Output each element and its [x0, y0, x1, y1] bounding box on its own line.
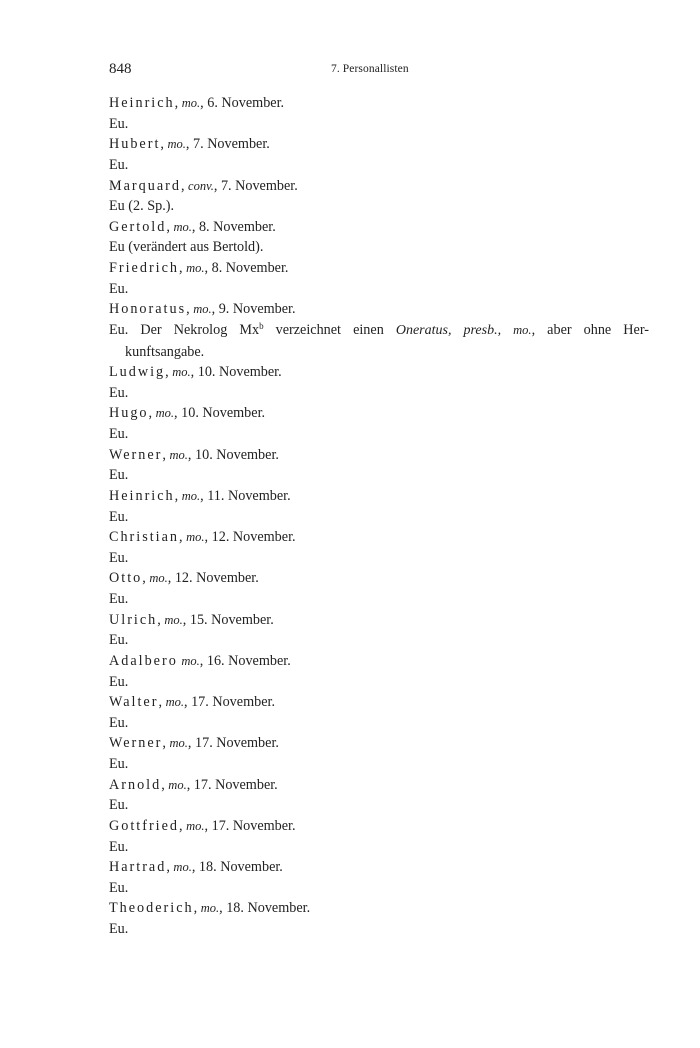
entry-date: 17. November. [191, 694, 275, 711]
entry-date: 6. November. [207, 95, 285, 111]
entry-date: 18. November. [226, 900, 311, 917]
entry-name: Christian [109, 529, 180, 546]
note-space [501, 322, 513, 338]
entry-heading: Heinrich, mo., 6. November. [109, 95, 285, 111]
entry-heading: Ludwig, mo., 10. November. [109, 364, 282, 381]
entry-status: mo. [155, 406, 175, 421]
entry-status: conv. [188, 178, 214, 193]
entry-list [109, 93, 649, 940]
entry-name: Hugo [109, 405, 149, 422]
entry-name: Gertold [109, 218, 167, 235]
page-number: 848 [109, 61, 132, 77]
entry-name: Theoderich [109, 900, 194, 917]
entry-status: mo. [193, 302, 212, 317]
entry-name: Marquard [109, 177, 181, 194]
entry-heading: Werner, mo., 10. November. [109, 446, 279, 463]
entry-date: 12. November. [174, 570, 259, 587]
entry-note: Eu. [109, 879, 129, 896]
entry-heading: Theoderich, mo., 18. November. [109, 900, 311, 917]
entry-date: 17. November. [193, 776, 278, 793]
entry-sep: , [166, 218, 170, 235]
entry-status: mo. [149, 571, 168, 586]
entry-name: Honoratus [109, 301, 187, 318]
entry-note: Eu. [109, 508, 129, 525]
entry-name: Werner [109, 446, 163, 463]
entry-status: mo. [164, 612, 183, 627]
entry-heading: Heinrich, mo., 11. November. [109, 487, 291, 504]
entry-sep: , [193, 900, 198, 917]
entry-date: 10. November. [195, 446, 279, 463]
entry-note: Eu (verändert aus Bertold). [109, 239, 264, 256]
entry-name: Hubert [109, 136, 161, 153]
entry-sep: , [157, 611, 161, 628]
entry-sep: , [160, 136, 164, 153]
entry-date: 12. November. [211, 529, 296, 546]
note-superscript: b [259, 320, 264, 331]
entry-status: mo. [165, 695, 184, 710]
entry-sep: , [162, 735, 166, 752]
entry-name: Walter [109, 694, 159, 711]
entry-sep: , [180, 177, 185, 194]
entry-heading: Werner, mo., 17. November. [109, 735, 279, 752]
entry-note-long [109, 320, 649, 342]
entry-status: mo. [169, 447, 188, 462]
entry-heading: Adalbero mo., 16. November. [109, 652, 291, 669]
entry-sep: , [186, 301, 190, 318]
entry-heading: Ulrich, mo., 15. November. [109, 611, 274, 628]
entry-date: 7. November. [220, 177, 298, 194]
entry-status: mo. [167, 137, 186, 152]
entry-date: 15. November. [189, 611, 274, 628]
entry-date: 9. November. [218, 301, 296, 318]
entry-note: Eu. [109, 280, 129, 297]
entry-note: Eu. [109, 384, 129, 401]
entry-note: Eu. [109, 756, 129, 772]
entry-heading: Gottfried, mo., 17. November. [109, 817, 296, 834]
entry-note: Eu. [109, 632, 129, 649]
entry-note: Eu. [109, 467, 129, 484]
entry-note: Eu. [109, 797, 129, 814]
entry-note: Eu (2. Sp.). [109, 198, 175, 215]
entry-date: 11. November. [207, 487, 291, 504]
entry-note: Eu. [109, 714, 129, 731]
entry-note: Eu. [109, 673, 129, 690]
entry-note: Eu. [109, 591, 129, 607]
note-text: Eu. Der Nekrolog Mx [109, 321, 260, 338]
entry-sep: , [179, 817, 183, 834]
entry-status: mo. [186, 818, 205, 833]
entry-name: Heinrich [109, 95, 175, 111]
entry-status: mo. [186, 530, 205, 545]
note-italic: Oneratus, presb., [395, 322, 502, 338]
note-text: verzeichnet einen [263, 321, 396, 338]
entry-note: Eu. [109, 426, 129, 442]
entry-status: mo. [186, 261, 205, 275]
entry-status: mo. [168, 777, 187, 792]
entry-heading: Arnold, mo., 17. November. [109, 776, 278, 793]
entry-note: Eu. [109, 838, 129, 855]
entry-date: 8. November. [198, 218, 276, 235]
entry-name: Ulrich [109, 611, 158, 628]
entry-sep: , [161, 776, 165, 793]
entry-name: Ludwig [109, 364, 166, 381]
entry-date: 10. November. [181, 405, 266, 422]
entry-status: mo. [173, 219, 192, 234]
entry-date: 17. November. [195, 735, 279, 752]
entry-name: Otto [109, 570, 143, 587]
entry-heading: Otto, mo., 12. November. [109, 570, 259, 587]
entry-name: Friedrich [109, 260, 180, 276]
entry-name: Werner [109, 735, 163, 752]
entry-heading: Marquard, conv., 7. November. [109, 177, 298, 194]
entry-date: 10. November. [197, 364, 282, 381]
running-head: 7. Personallisten [331, 63, 409, 75]
note-text: , aber ohne Her- [531, 321, 649, 338]
entry-status: mo. [200, 901, 220, 916]
entry-date: 7. November. [193, 136, 270, 153]
entry-sep: , [148, 405, 153, 422]
entry-heading: Walter, mo., 17. November. [109, 694, 275, 711]
entry-sep: , [166, 859, 170, 876]
entry-status: mo. [181, 96, 201, 110]
entry-status: mo. [169, 736, 188, 751]
entry-status: mo. [181, 653, 200, 668]
entry-sep: , [142, 570, 146, 587]
entry-heading: Honoratus, mo., 9. November. [109, 301, 296, 318]
entry-status: mo. [173, 860, 192, 875]
entry-sep: , [158, 694, 163, 711]
entry-sep: , [174, 95, 179, 111]
entry-status: mo. [181, 488, 201, 503]
entry-heading: Hubert, mo., 7. November. [109, 136, 270, 153]
entry-date: 18. November. [198, 859, 283, 876]
entry-sep: , [174, 487, 179, 504]
entry-note: Eu. [109, 156, 129, 173]
entry-heading: Hugo, mo., 10. November. [109, 405, 266, 422]
entry-heading: Christian, mo., 12. November. [109, 529, 296, 546]
entry-date: 17. November. [211, 817, 296, 834]
entry-date: 8. November. [211, 260, 289, 276]
entry-name: Adalbero [109, 652, 178, 669]
entry-name: Arnold [109, 776, 162, 793]
entry-sep: , [179, 529, 183, 546]
entry-heading: Friedrich, mo., 8. November. [109, 260, 289, 276]
note-continuation: kunftsangabe. [125, 343, 205, 360]
entry-note: Eu. [109, 115, 129, 132]
entry-sep: , [179, 260, 183, 276]
entry-date: 16. November. [206, 652, 291, 669]
entry-note: Eu. [109, 549, 129, 566]
entry-name: Heinrich [109, 487, 175, 504]
entry-heading: Hartrad, mo., 18. November. [109, 859, 283, 876]
entry-name: Gottfried [109, 817, 180, 834]
entry-sep: , [162, 446, 166, 463]
entry-note: Eu. [109, 921, 129, 937]
entry-sep: , [165, 364, 169, 381]
entry-name: Hartrad [109, 859, 167, 876]
note-italic: mo. [513, 322, 532, 337]
entry-status: mo. [172, 365, 191, 380]
entry-heading: Gertold, mo., 8. November. [109, 218, 276, 235]
